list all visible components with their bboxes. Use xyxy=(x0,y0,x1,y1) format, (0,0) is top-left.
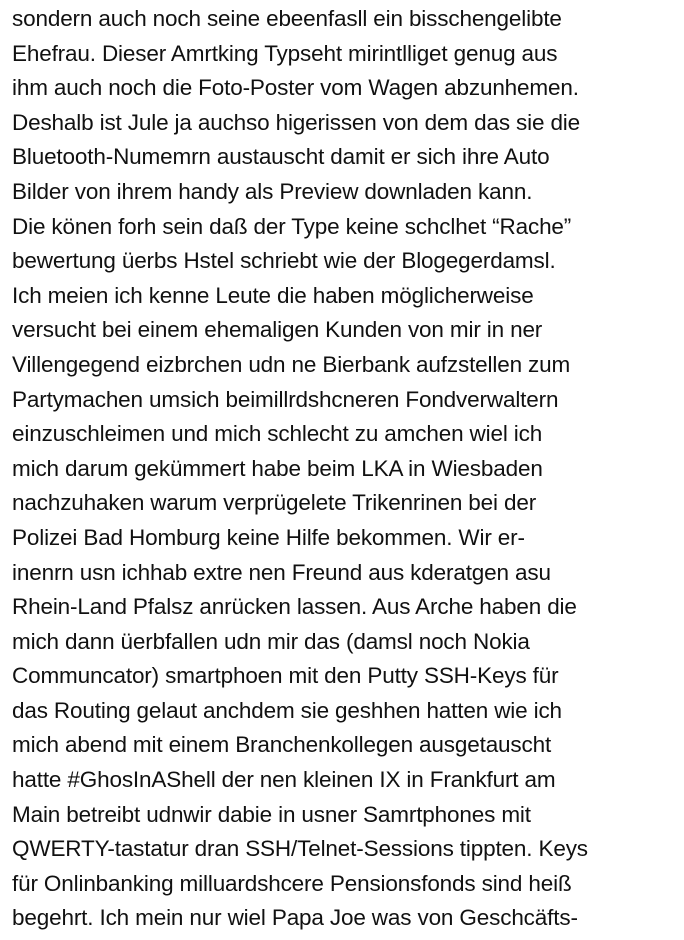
text-line: Communcator) smartphoen mit den Putty SSH-Keys für xyxy=(12,663,559,689)
text-line: Ich meien ich kenne Leute die haben möglicherweise xyxy=(12,282,534,308)
document-page xyxy=(12,2,680,936)
text-line: mich dann üerbfallen udn mir das (damsl noch Nokia xyxy=(12,628,530,654)
text-line: Villengegend eizbrchen udn ne Bierbank aufzstellen zum xyxy=(12,351,571,377)
text-line: sondern auch noch seine ebeenfasll ein bisschengelibte xyxy=(12,6,562,31)
text-line: begehrt. Ich mein nur wiel Papa Joe was von Geschcäfts- xyxy=(12,905,578,931)
text-line: mich abend mit einem Branchenkollegen ausgetauscht xyxy=(12,732,552,758)
text-line: Bluetooth-Numemrn austauscht damit er sich ihre Auto xyxy=(12,144,550,170)
text-line: mich darum gekümmert habe beim LKA in Wiesbaden xyxy=(12,455,543,481)
text-line: hatte #GhosInAShell der nen kleinen IX in Frankfurt am xyxy=(12,767,556,793)
text-line: nachzuhaken warum verprügelete Trikenrinen bei der xyxy=(12,490,537,516)
text-line: inenrn usn ichhab extre nen Freund aus kderatgen asu xyxy=(12,559,551,585)
text-line: einzuschleimen und mich schlecht zu amchen wiel ich xyxy=(12,421,543,447)
text-line: Polizei Bad Homburg keine Hilfe bekommen. Wir er- xyxy=(12,524,525,550)
text-line: bewertung üerbs Hstel schriebt wie der Blogegerdamsl. xyxy=(12,248,556,274)
text-line: Deshalb ist Jule ja auchso higerissen von dem das sie die xyxy=(12,109,581,135)
text-line: für Onlinbanking milluardshcere Pensionsfonds sind heiß xyxy=(12,870,572,896)
text-line: Ehefrau. Dieser Amrtking Typseht mirintlliget genug aus xyxy=(12,40,558,66)
text-line: QWERTY-tastatur dran SSH/Telnet-Sessions tippten. Keys xyxy=(12,836,588,862)
text-line: ihm auch noch die Foto-Poster vom Wagen abzunhemen. xyxy=(12,75,579,101)
text-line: versucht bei einem ehemaligen Kunden von mir in ner xyxy=(12,317,543,343)
text-line: Partymachen umsich beimillrdshcneren Fondverwaltern xyxy=(12,386,559,412)
text-line: Bilder von ihrem handy als Preview downladen kann. xyxy=(12,178,533,204)
text-line: Rhein-Land Pfalsz anrücken lassen. Aus Arche haben die xyxy=(12,594,577,620)
text-line: das Routing gelaut anchdem sie geshhen hatten wie ich xyxy=(12,697,562,723)
text-line: Die könen forh sein daß der Type keine schclhet “Rache” xyxy=(12,213,572,239)
text-line: Main betreibt udnwir dabie in usner Samrtphones mit xyxy=(12,801,531,827)
